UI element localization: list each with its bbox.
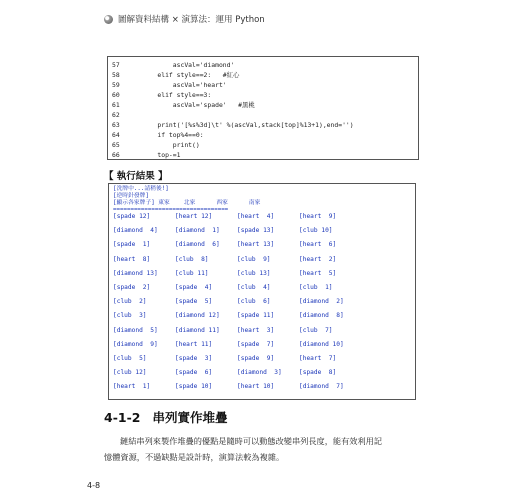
code-text: if top%4==0:	[142, 131, 204, 139]
output-separator: =================================	[113, 207, 229, 213]
card-entry: [heart 10]	[237, 383, 275, 391]
card-entry: [heart 7]	[299, 355, 337, 362]
bullet-circle-icon	[104, 15, 113, 24]
card-entry: [club 13]	[237, 269, 271, 277]
card-entry: [spade 4]	[175, 284, 213, 291]
line-number: 57	[112, 61, 120, 69]
output-header-line: [顯示各家牌子] 東家 北家 西家 南家	[113, 200, 261, 206]
card-entry: [diamond 10]	[299, 340, 344, 348]
card-entry: [club 7]	[299, 326, 333, 334]
card-entry: [club 10]	[299, 227, 333, 235]
line-number: 62	[112, 111, 120, 119]
line-number: 64	[112, 131, 120, 139]
card-entry: [heart 3]	[237, 326, 275, 334]
code-line	[108, 100, 255, 110]
card-entry: [heart 1]	[113, 383, 151, 391]
section-number: 4-1-2	[104, 410, 141, 425]
card-entry: [spade 1]	[113, 241, 151, 249]
card-entry: [club 12]	[113, 369, 147, 377]
line-number: 59	[112, 81, 120, 89]
card-entry: [diamond 2]	[299, 298, 344, 306]
code-text: top-=1	[142, 151, 181, 159]
card-entry: [spade 5]	[175, 298, 213, 306]
execution-output	[108, 183, 416, 400]
line-number: 63	[112, 121, 120, 129]
output-header-line: [逆時針發牌]	[113, 193, 149, 199]
code-line	[108, 60, 234, 70]
card-entry: [diamond 8]	[299, 312, 344, 320]
card-entry: [spade 12]	[113, 213, 151, 220]
line-number: 61	[112, 101, 120, 109]
card-entry: [club 8]	[175, 255, 209, 263]
section-title-text: 串列實作堆疊	[152, 410, 228, 425]
card-entry: [diamond 13]	[113, 269, 158, 277]
card-entry: [club 4]	[237, 284, 271, 291]
card-entry: [heart 11]	[175, 340, 213, 348]
card-entry: [club 1]	[299, 284, 333, 291]
card-entry: [club 6]	[237, 298, 271, 306]
code-text: elif style==2: #紅心	[142, 71, 240, 79]
card-entry: [diamond 1]	[175, 227, 220, 235]
book-title: 圖解資料結構 × 演算法：運用 Python	[118, 15, 265, 25]
card-entry: [spade 11]	[237, 312, 275, 320]
code-text: ascVal='heart'	[142, 81, 227, 89]
card-entry: [club 11]	[175, 269, 209, 277]
code-line	[108, 130, 204, 140]
running-header	[104, 12, 265, 26]
card-entry: [club 5]	[113, 355, 147, 362]
card-entry: [heart 9]	[299, 213, 337, 220]
code-line	[108, 70, 239, 80]
card-entry: [spade 2]	[113, 284, 151, 291]
card-entry: [diamond 5]	[113, 326, 158, 334]
card-entry: [heart 8]	[113, 255, 151, 263]
card-entry: [club 3]	[113, 312, 147, 320]
card-entry: [heart 4]	[237, 213, 275, 220]
line-number: 66	[112, 151, 120, 159]
body-paragraph-line: 憶體資源，不過缺點是設計時，演算法較為複雜。	[104, 452, 285, 462]
card-entry: [diamond 11]	[175, 326, 220, 334]
card-entry: [diamond 4]	[113, 227, 158, 235]
code-line	[108, 90, 211, 100]
card-entry: [heart 12]	[175, 213, 213, 220]
code-line	[108, 120, 354, 130]
output-header-line: [洗牌中...請稍後!]	[113, 186, 169, 192]
card-entry: [spade 7]	[237, 340, 275, 348]
card-entry: [club 9]	[237, 255, 271, 263]
card-entry: [heart 6]	[299, 241, 337, 249]
card-entry: [diamond 12]	[175, 312, 220, 320]
section-heading	[104, 408, 227, 426]
body-paragraph-line: 鏈結串列來製作堆疊的優點是隨時可以動態改變串列長度，能有效利用記	[120, 436, 383, 446]
code-line	[108, 150, 180, 160]
code-line	[108, 110, 142, 120]
code-text: elif style==3:	[142, 91, 212, 99]
card-entry: [diamond 9]	[113, 340, 158, 348]
card-entry: [heart 13]	[237, 241, 275, 249]
card-entry: [spade 3]	[175, 355, 213, 362]
card-entry: [spade 9]	[237, 355, 275, 362]
card-entry: [club 2]	[113, 298, 147, 306]
card-entry: [heart 5]	[299, 269, 337, 277]
card-entry: [spade 13]	[237, 227, 275, 235]
line-number: 58	[112, 71, 120, 79]
result-title: 【 執行結果 】	[104, 171, 168, 182]
card-entry: [spade 6]	[175, 369, 213, 377]
code-listing	[107, 56, 419, 160]
card-entry: [spade 10]	[175, 383, 213, 391]
code-line	[108, 140, 200, 150]
line-number: 65	[112, 141, 120, 149]
page-number: 4-8	[87, 481, 101, 490]
line-number: 60	[112, 91, 120, 99]
code-text: ascVal='diamond'	[142, 61, 235, 69]
card-entry: [diamond 7]	[299, 383, 344, 391]
code-text: ascVal='spade' #黑桃	[142, 101, 255, 109]
code-text: print('[%s%3d]\t' %(ascVal,stack[top]%13+1),end='')	[142, 121, 354, 129]
code-text: print()	[142, 141, 200, 149]
card-entry: [diamond 3]	[237, 369, 282, 377]
code-line	[108, 80, 227, 90]
card-entry: [diamond 6]	[175, 241, 220, 249]
card-entry: [heart 2]	[299, 255, 337, 263]
card-entry: [spade 8]	[299, 369, 337, 377]
